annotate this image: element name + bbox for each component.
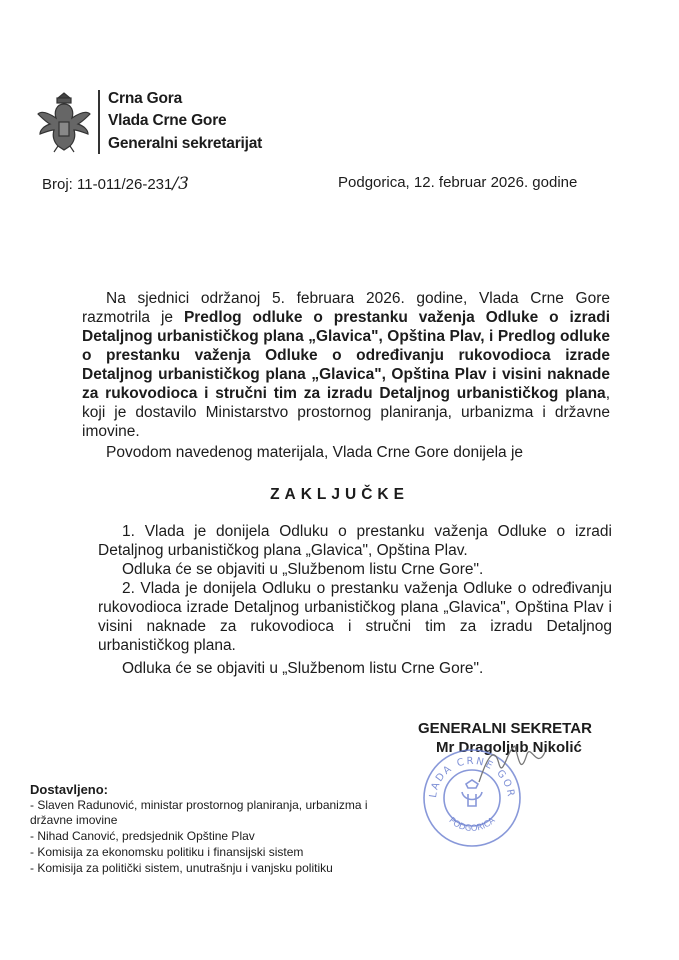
distribution-item: - Slaven Radunović, ministar prostornog planiranja, urbanizma i državne imovine <box>30 798 368 827</box>
coat-of-arms-emblem <box>36 92 92 154</box>
place-date: Podgorica, 12. februar 2026. godine <box>338 174 578 191</box>
distribution-item: - Komisija za politički sistem, unutrašnju i vanjsku politiku <box>30 861 333 875</box>
seal-top-text: LADA CRNE GOR <box>427 755 517 800</box>
signature-name: Mr Dragoljub Nikolić <box>436 739 582 756</box>
header-government: Vlada Crne Gore <box>108 112 227 129</box>
header-secretariat: Generalni sekretarijat <box>108 135 263 152</box>
intro-paragraph: Na sjednici održanoj 5. februara 2026. godine, Vlada Crne Gore razmotrila je Predlog odluke o prestanku važenja Odluke o izradi Detaljnog urbanističkog plana „Glavica", Opština Plav, i Predlog odluke o prestanku važenja Odluke o određivanju rukovodioca izrade Detaljnog urbanističkog plana „Glavica", Opština Plav i visini naknade za rukovodioca i stručni tim za izradu Detaljnog urbanističkog plana, koji je dostavilo Ministarstvo prostornog planiranja, urbanizma i državne imovine. Povodom navedenog materijala, Vlada Crne Gore donijela je <box>82 290 611 461</box>
intro-closing: Povodom navedenog materijala, Vlada Crne Gore donijela je <box>106 444 524 461</box>
conclusion-2-publication: Odluka će se objaviti u „Službenom listu Crne Gore". <box>122 660 484 677</box>
conclusion-1: 1. Vlada je donijela Odluku o prestanku važenja Odluke o izradi Detaljnog urbanističkog plana „Glavica", Opština Plav. <box>98 523 612 559</box>
header-divider <box>98 90 100 154</box>
conclusion-2: 2. Vlada je donijela Odluku o prestanku važenja Odluke o određivanju rukovodioca izrade Detaljnog urbanističkog plana „Glavica", Opština Plav i visini naknade za rukovodioca i stručni tim za izradu Detaljnog urbanističkog plana. <box>98 580 612 654</box>
conclusion-1-publication: Odluka će se objaviti u „Službenom listu Crne Gore". <box>122 561 484 578</box>
svg-text:PODGORICA <box>447 816 498 834</box>
distribution-heading: Dostavljeno: <box>30 782 109 797</box>
handwritten-suffix: /3 <box>172 174 189 194</box>
reference-number: Broj: 11-011/26-231/3 <box>42 174 189 194</box>
conclusions-list <box>98 522 612 678</box>
distribution-item: - Komisija za ekonomsku politiku i finansijski sistem <box>30 845 304 859</box>
header-country: Crna Gora <box>108 90 182 107</box>
signature-title: GENERALNI SEKRETAR <box>418 720 592 737</box>
handwritten-signature <box>475 740 555 790</box>
seal-bottom-text: PODGORICA <box>446 815 498 835</box>
conclusions-title: ZAKLJUČKE <box>270 486 409 503</box>
distribution-item: - Nihad Canović, predsjednik Opštine Plav <box>30 829 255 843</box>
